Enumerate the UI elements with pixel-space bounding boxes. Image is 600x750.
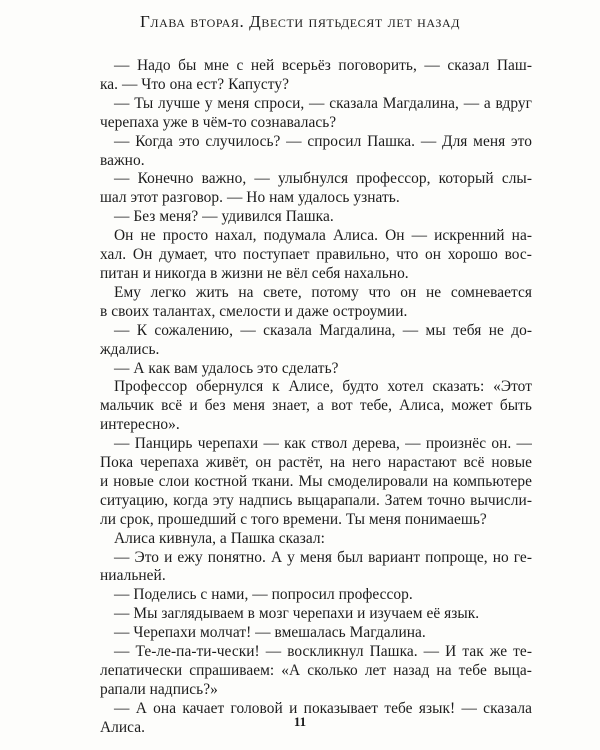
paragraph <box>86 170 532 208</box>
text-line: — Когда это случилось? — спросил Пашка. — Для меня это <box>114 132 532 150</box>
text-line: в своих талантах, смелости и даже остроумии. <box>100 302 408 320</box>
text-line: Ему легко жить на свете, потому что он не сомневается <box>114 283 532 301</box>
text-line: и новые слои костной ткани. Мы смоделировали на компьютере <box>100 472 532 490</box>
text-line: мальчик всё и без меня знает, а вот тебе, Алиса, может быть <box>100 397 532 415</box>
text-line: — Мы заглядываем в мозг черепахи и изучаем её язык. <box>114 605 480 623</box>
running-head: Глава вторая. Двести пятьдесят лет назад <box>139 12 461 31</box>
paragraph <box>86 435 532 530</box>
text-line: ниальней. <box>100 567 166 585</box>
text-line: Алиса. <box>100 718 146 736</box>
text-line: питан и никогда в жизни не вёл себя нахально. <box>100 264 409 282</box>
text-line: — Конечно важно, — улыбнулся профессор, который слы- <box>114 170 532 188</box>
paragraph <box>86 227 532 284</box>
paragraph <box>86 57 532 95</box>
text-line: Алиса кивнула, а Пашка сказал: <box>114 529 325 547</box>
paragraph <box>86 549 532 587</box>
paragraph <box>86 208 532 227</box>
paragraph <box>86 133 532 171</box>
paragraph <box>86 360 532 379</box>
text-line: ли срок, прошедший с того времени. Ты меня понимаешь? <box>100 510 487 528</box>
paragraph <box>86 624 532 643</box>
text-line: — Черепахи молчат! — вмешалась Магдалина. <box>114 624 426 642</box>
text-line: — Поделись с нами, — попросил профессор. <box>114 586 413 604</box>
text-line: — Без меня? — удивился Пашка. <box>114 208 334 226</box>
text-line: — А она качает головой и показывает тебе язык! — сказала <box>114 699 532 717</box>
text-line: — К сожалению, — сказала Магдалина, — мы тебя не до- <box>114 321 532 339</box>
page-number: 11 <box>293 714 307 729</box>
paragraph <box>86 322 532 360</box>
text-line: Он не просто нахал, подумала Алиса. Он — искренний на- <box>114 227 532 245</box>
text-line: интересно». <box>100 416 180 434</box>
paragraph <box>86 586 532 605</box>
paragraph <box>86 643 532 700</box>
text-line: важно. <box>100 151 145 169</box>
text-line: — А как вам удалось это сделать? <box>114 359 339 377</box>
text-line: ждались. <box>100 340 160 358</box>
text-line: — Это и ежу понятно. А у меня был вариант попроще, но ге- <box>114 548 532 566</box>
text-line: Профессор обернулся к Алисе, будто хотел сказать: «Этот <box>114 378 532 396</box>
text-line: лепатически спрашиваем: «А сколько лет назад на тебе выца- <box>100 662 532 679</box>
text-line: — Надо бы мне с ней всерьёз поговорить, — сказал Паш- <box>114 57 532 74</box>
paragraph <box>86 605 532 624</box>
text-line: рапали надпись?» <box>100 680 218 698</box>
text-line: ка. — Что она ест? Капусту? <box>100 75 289 93</box>
text-line: — Панцирь черепахи — как ствол дерева, — произнёс он. — <box>114 435 532 453</box>
paragraph <box>86 530 532 549</box>
paragraph <box>86 378 532 435</box>
text-line: — Ты лучше у меня спроси, — сказала Магдалина, — а вдруг <box>114 94 532 112</box>
text-line: хал. Он думает, что поступает правильно, что он хорошо вос- <box>100 246 532 264</box>
text-line: шал этот разговор. — Но нам удалось узнать. <box>100 189 400 207</box>
paragraph <box>86 284 532 322</box>
text-line: Пока черепаха живёт, он растёт, на него нарастают всё новые <box>100 454 532 472</box>
body-text <box>86 57 532 738</box>
text-line: — Те-ле-па-ти-чески! — воскликнул Пашка. — И так же те- <box>114 643 532 661</box>
paragraph <box>86 95 532 133</box>
text-line: ситуацию, когда эту надпись выцарапали. Затем точно вычисли- <box>100 491 532 509</box>
text-line: черепаха уже в чём-то сознавалась? <box>100 113 337 131</box>
